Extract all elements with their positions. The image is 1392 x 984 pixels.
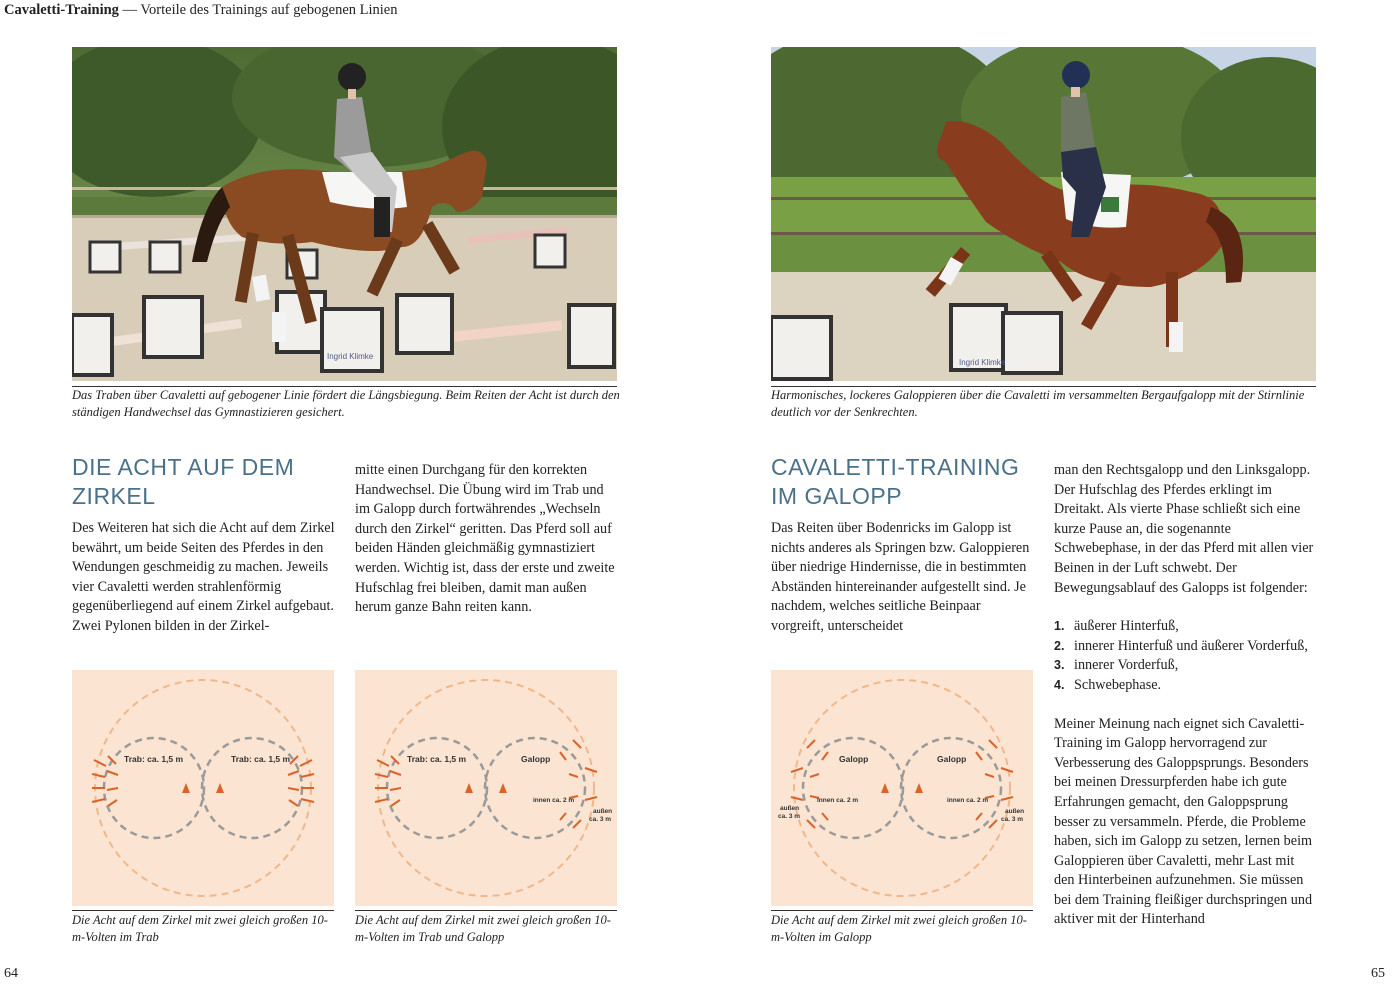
diagram-label: außen: [780, 805, 800, 812]
page-number-right: 65: [1371, 966, 1385, 981]
paragraph: mitte einen Durchgang für den korrekten Handwechsel. Die Übung wird im Trab und im Galopp durch fortwährendes „Wechseln durch den Zirkel“ geritten. Das Pferd soll auf beiden Händen gleichmäßig gymnastiziert werden. Wichtig ist, dass der erste und zweite Hufschlag frei bleiben, damit man außen herum ganze Bahn reiten kann.: [355, 462, 615, 616]
photo-caption-left: Das Traben über Cavaletti auf gebogener Linie fördert die Längsbiegung. Beim Reiten der Acht ist durch den ständigen Handwechsel das Gymnastizieren gesichert.: [72, 388, 620, 419]
diagram3-caption: Die Acht auf dem Zirkel mit zwei gleich großen 10-m-Volten im Galopp: [771, 913, 1027, 944]
heading-acht-auf-dem-zirkel: [72, 453, 342, 511]
trot-cavaletti-photo: [72, 47, 617, 381]
diagram-label: innen ca. 2 m: [817, 797, 859, 804]
diagram-caption-rule: [355, 910, 617, 911]
right-column-1-text: [771, 519, 1033, 637]
diagram-label: Trab: ca. 1,5 m: [231, 754, 291, 764]
photo-caption-right: Harmonisches, lockeres Galoppieren über die Cavaletti im versammelten Bergaufgalopp mit der Stirnlinie deutlich vor der Senkrechten.: [771, 388, 1305, 419]
heading-line: CAVALETTI-TRAINING: [771, 454, 1020, 480]
list-item: 4. Schwebephase.: [1054, 676, 1162, 693]
diagram-figure-eight-trot-canter: [355, 670, 617, 906]
diagram1-caption: Die Acht auf dem Zirkel mit zwei gleich großen 10-m-Volten im Trab: [72, 913, 328, 944]
diagram-label: Trab: ca. 1,5 m: [407, 754, 467, 764]
heading-line: IM GALOPP: [771, 483, 903, 509]
sign-text: Ingrid Klimke: [327, 352, 374, 361]
diagram-label: Galopp: [521, 754, 551, 764]
diagram-label: ca. 3 m: [778, 813, 801, 820]
diagram-label: innen ca. 2 m: [947, 797, 989, 804]
paragraph: man den Rechtsgalopp und den Linksgalopp. Der Hufschlag des Pferdes erklingt im Dreitakt. Als vierte Phase schließt sich eine kurze Pause an, die sogenannte Schwebephase, in der das Pferd mit allen vier Beinen in der Luft schwebt. Der Bewegungsablauf des Galopps ist folgender:: [1054, 462, 1314, 596]
chapter-title: Vorteile des Trainings auf gebogenen Linien: [140, 2, 398, 18]
diagram-caption-rule: [72, 910, 334, 911]
paragraph: Das Reiten über Bodenricks im Galopp ist nichts anderes als Springen bzw. Galoppieren über niedrige Hindernisse, die in bestimmten Abständen hintereinander aufgestellt sind. Je nachdem, welches seitliche Beinpaar vorgreift, unterscheidet: [771, 520, 1030, 634]
running-header: [4, 2, 398, 19]
diagram-label: außen: [1005, 808, 1025, 815]
list-item: 3. innerer Vorderfuß,: [1054, 657, 1179, 674]
left-column-1-text: [72, 519, 340, 637]
diagram-label: Trab: ca. 1,5 m: [124, 754, 184, 764]
book-title: Cavaletti-Training: [4, 2, 119, 18]
paragraph: Des Weiteren hat sich die Acht auf dem Zirkel bewährt, um beide Seiten des Pferdes in den Wendungen geschmeidig zu machen. Jeweils vier Cavaletti werden strahlenförmig gegenüberliegend auf einem Zirkel aufgebaut. Zwei Pylonen bilden in der Zirkel-: [72, 520, 335, 634]
diagram-label: außen: [593, 808, 613, 815]
sign-text-right: Ingrid Klimke: [959, 358, 1006, 367]
heading-line: DIE ACHT AUF DEM: [72, 454, 295, 480]
diagram-figure-eight-trot: [72, 670, 334, 906]
list-item: 2. innerer Hinterfuß und äußerer Vorderfuß,: [1054, 637, 1308, 654]
gait-sequence-list: [1054, 617, 1316, 695]
diagram-label: ca. 3 m: [1001, 816, 1024, 823]
heading-cavaletti-training-im-galopp: [771, 453, 1041, 511]
diagram-label: Galopp: [839, 754, 869, 764]
diagram-label: ca. 3 m: [589, 816, 612, 823]
right-column-2-text: [1054, 461, 1316, 930]
left-column-2-text: [355, 461, 617, 618]
diagram-figure-eight-canter: [771, 670, 1033, 906]
canter-cavaletti-photo: [771, 47, 1316, 381]
list-item: 1. äußerer Hinterfuß,: [1054, 618, 1179, 635]
paragraph: Meiner Meinung nach eignet sich Cavaletti-Training im Galopp hervorragend zur Verbesserung des Galoppsprungs. Besonders bei meinen Dressurpferden habe ich gute Erfahrungen gemacht, den Galoppsprung besser zu versammeln. Pferde, die Probleme haben, sich im Galopp zu setzen, lernen beim Galoppieren über Cavaletti, mehr Last mit den Hinterbeinen aufzunehmen. Sie müssen bei dem Training fleißiger durchspringen und aktiver mit der Hinterhand: [1054, 715, 1313, 928]
diagram2-caption: Die Acht auf dem Zirkel mit zwei gleich großen 10-m-Volten im Trab und Galopp: [355, 913, 611, 944]
heading-line: ZIRKEL: [72, 483, 156, 509]
page-number-left: 64: [4, 966, 18, 981]
diagram-label: Galopp: [937, 754, 967, 764]
diagram-label: innen ca. 2 m: [533, 797, 575, 804]
header-separator: —: [122, 2, 138, 18]
diagram-caption-rule: [771, 910, 1033, 911]
